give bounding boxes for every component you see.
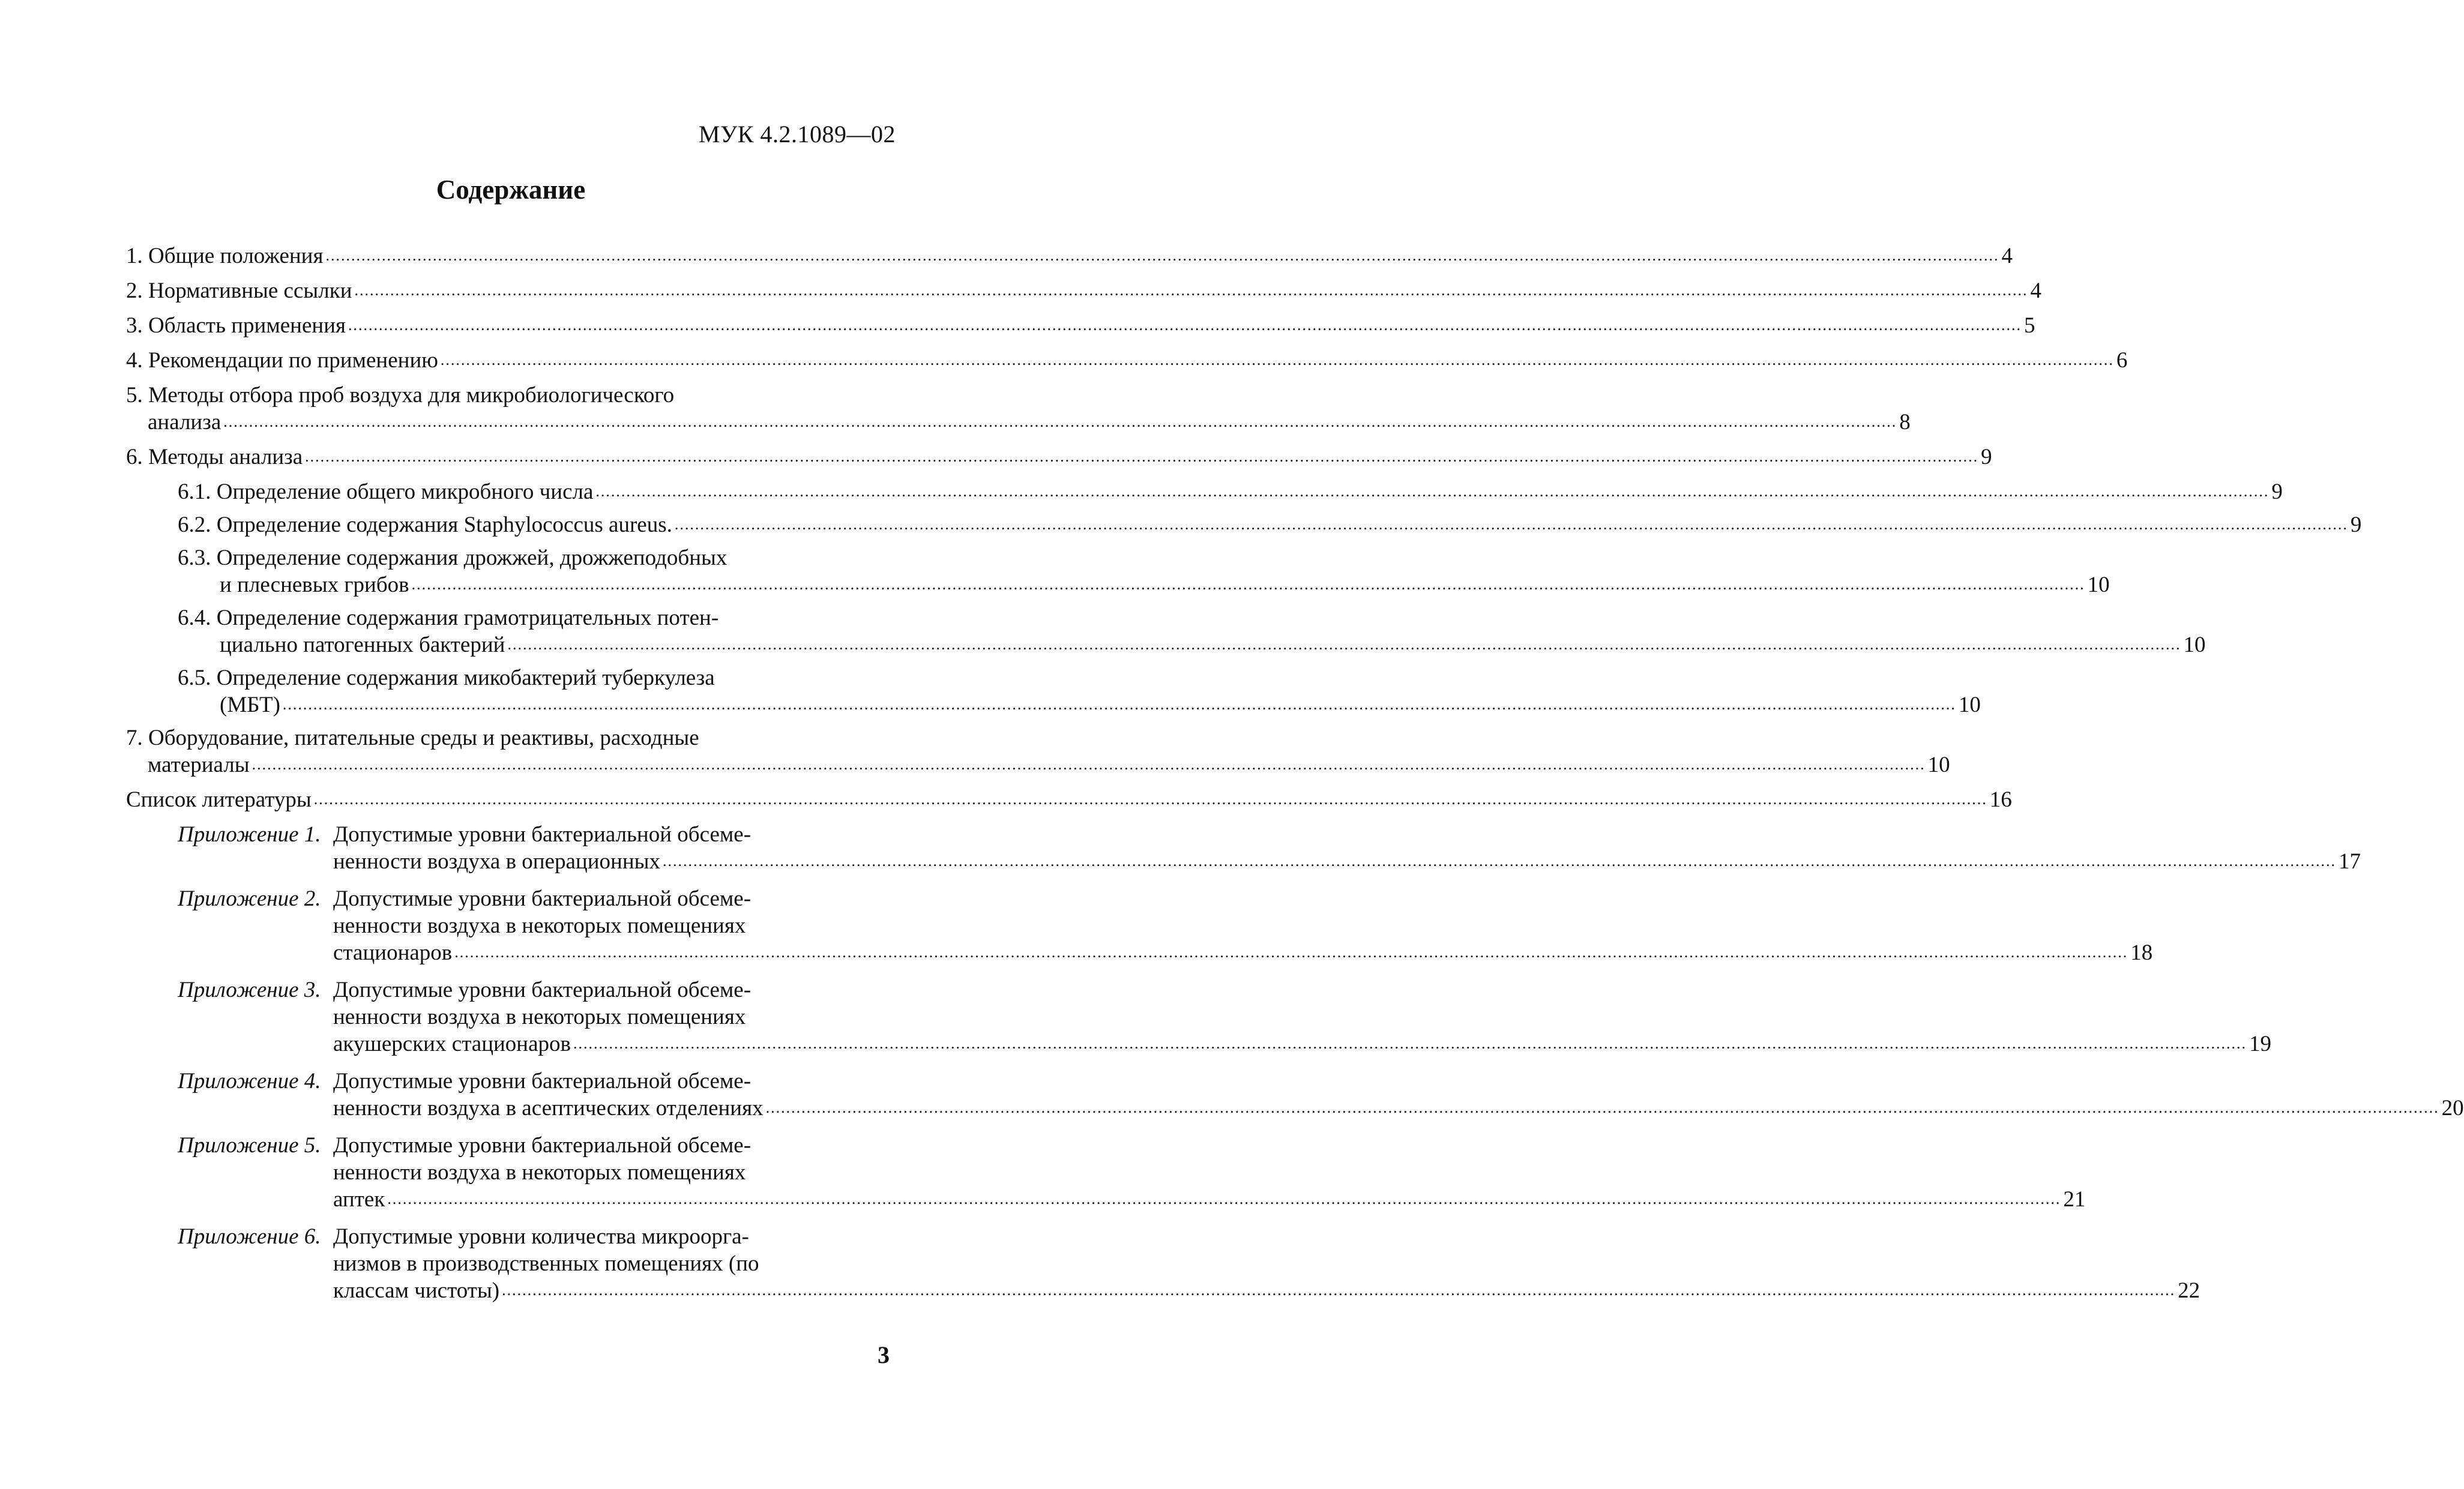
- toc-page-number: 20: [2441, 1096, 2464, 1121]
- toc-entry-text: 4. Рекомендации по применению: [126, 348, 438, 373]
- toc-entry-text: 7. Оборудование, питательные среды и реактивы, расходные: [126, 726, 699, 750]
- toc-entry-text: Список литературы: [126, 787, 312, 812]
- leader-dots: [305, 441, 1978, 470]
- toc-appendix-1[interactable]: [178, 821, 2361, 877]
- toc-entry-text: 6.5. Определение содержания микобактерий туберкулеза: [178, 666, 715, 690]
- appendix-label: Приложение 1.: [178, 822, 321, 847]
- toc-page-number: 16: [1989, 787, 2012, 812]
- toc-entry-4[interactable]: [126, 347, 2128, 376]
- appendix-text-continued: ненности воздуха в операционных: [333, 849, 660, 874]
- leader-dots: [412, 569, 2085, 598]
- toc-entry-7[interactable]: [126, 724, 1950, 780]
- leader-dots: [325, 240, 1999, 269]
- toc-page-number: 10: [1927, 753, 1950, 777]
- toc-entry-text-continued: анализа: [148, 410, 221, 435]
- toc-appendix-6[interactable]: [178, 1223, 2200, 1306]
- toc-page-number: 4: [2030, 278, 2042, 303]
- toc-page-number: 10: [2183, 633, 2206, 657]
- leader-dots: [663, 846, 2336, 874]
- toc-page-number: 9: [1981, 445, 1992, 469]
- leader-dots: [387, 1184, 2061, 1212]
- toc-page-number: 17: [2339, 849, 2361, 874]
- appendix-label: Приложение 6.: [178, 1224, 321, 1249]
- toc-page-number: 19: [2249, 1032, 2271, 1056]
- appendix-text-continued: ненности воздуха в некоторых помещениях: [333, 1005, 746, 1029]
- toc-entry-references[interactable]: [126, 786, 2012, 815]
- leader-dots: [595, 476, 2269, 505]
- toc-entry-text: 6.3. Определение содержания дрожжей, дрожжеподобных: [178, 546, 727, 570]
- leader-dots: [573, 1028, 2247, 1057]
- appendix-label: Приложение 4.: [178, 1069, 321, 1093]
- leader-dots: [766, 1092, 2439, 1121]
- toc-entry-3[interactable]: [126, 312, 2035, 341]
- toc-entry-6[interactable]: [126, 444, 1992, 472]
- appendix-text-continued: ненности воздуха в некоторых помещениях: [333, 1160, 746, 1185]
- page-title: Содержание: [436, 175, 586, 205]
- leader-dots: [441, 344, 2114, 373]
- toc-entry-text: 2. Нормативные ссылки: [126, 278, 352, 303]
- toc-entry-text-continued: циально патогенных бактерий: [220, 633, 505, 657]
- leader-dots: [675, 509, 2348, 538]
- toc-entry-6-3[interactable]: [178, 544, 2110, 600]
- toc-entry-text: 6.1. Определение общего микробного числа: [178, 480, 594, 504]
- table-of-contents: [126, 242, 2464, 1314]
- leader-dots: [348, 310, 2022, 338]
- toc-page-number: 8: [1899, 410, 1911, 435]
- toc-appendix-3[interactable]: [178, 976, 2271, 1059]
- appendix-text-continued: ненности воздуха в некоторых помещениях: [333, 913, 746, 938]
- appendix-text: Допустимые уровни бактериальной обсеме-: [333, 1133, 752, 1158]
- appendix-text-continued: стационаров: [333, 940, 453, 965]
- toc-entry-text: 6. Методы анализа: [126, 445, 303, 469]
- toc-page-number: 9: [2271, 480, 2283, 504]
- toc-entry-6-1[interactable]: [178, 478, 2283, 507]
- toc-entry-text: 6.4. Определение содержания грамотрицательных потен-: [178, 606, 719, 630]
- toc-entry-6-2[interactable]: [178, 511, 2362, 540]
- appendix-text: Допустимые уровни количества микроорга-: [333, 1224, 749, 1249]
- page-number: 3: [878, 1341, 890, 1368]
- toc-entry-text-continued: и плесневых грибов: [220, 573, 409, 597]
- toc-entry-text: 6.2. Определение содержания Staphylococcus aureus.: [178, 513, 672, 537]
- appendix-text-continued: классам чистоты): [333, 1278, 500, 1303]
- appendix-label: Приложение 5.: [178, 1133, 321, 1158]
- appendix-text-continued: аптек: [333, 1187, 385, 1212]
- toc-entry-text-continued: материалы: [148, 753, 250, 777]
- toc-page-number: 10: [2087, 573, 2110, 597]
- toc-page-number: 18: [2130, 940, 2153, 965]
- toc-page-number: 21: [2063, 1187, 2086, 1212]
- toc-appendix-2[interactable]: [178, 885, 2153, 968]
- toc-entry-text: 3. Область применения: [126, 313, 346, 338]
- leader-dots: [355, 275, 2028, 304]
- toc-page-number: 22: [2178, 1278, 2200, 1303]
- leader-dots: [507, 629, 2181, 658]
- appendix-text-continued: ненности воздуха в асептических отделениях: [333, 1096, 764, 1121]
- appendix-label: Приложение 2.: [178, 886, 321, 911]
- appendix-text: Допустимые уровни бактериальной обсеме-: [333, 822, 752, 847]
- leader-dots: [454, 937, 2128, 966]
- toc-appendix-4[interactable]: [178, 1068, 2464, 1124]
- leader-dots: [252, 749, 1926, 778]
- toc-entry-6-5[interactable]: [178, 664, 1981, 720]
- document-code: МУК 4.2.1089—02: [698, 121, 896, 148]
- toc-appendix-5[interactable]: [178, 1132, 2086, 1215]
- appendix-text-continued: акушерских стационаров: [333, 1032, 571, 1056]
- toc-page-number: 6: [2116, 348, 2128, 373]
- toc-page-number: 5: [2024, 313, 2035, 338]
- toc-entry-text-continued: (МБТ): [220, 693, 280, 717]
- appendix-label: Приложение 3.: [178, 978, 321, 1002]
- toc-page-number: 4: [2001, 244, 2013, 268]
- leader-dots: [283, 689, 1956, 718]
- appendix-text: Допустимые уровни бактериальной обсеме-: [333, 978, 752, 1002]
- leader-dots: [314, 784, 1987, 813]
- toc-entry-6-4[interactable]: [178, 604, 2206, 660]
- leader-dots: [223, 406, 1897, 435]
- toc-page-number: 10: [1958, 693, 1981, 717]
- toc-entry-1[interactable]: [126, 242, 2013, 271]
- leader-dots: [502, 1275, 2175, 1304]
- toc-page-number: 9: [2350, 513, 2362, 537]
- toc-entry-5[interactable]: [126, 382, 1911, 438]
- toc-entry-text: 1. Общие положения: [126, 244, 324, 268]
- toc-entry-text: 5. Методы отбора проб воздуха для микробиологического: [126, 383, 675, 408]
- appendix-text: Допустимые уровни бактериальной обсеме-: [333, 886, 752, 911]
- appendix-text: Допустимые уровни бактериальной обсеме-: [333, 1069, 752, 1093]
- appendix-text-continued: низмов в производственных помещениях (по: [333, 1251, 759, 1276]
- toc-entry-2[interactable]: [126, 277, 2042, 306]
